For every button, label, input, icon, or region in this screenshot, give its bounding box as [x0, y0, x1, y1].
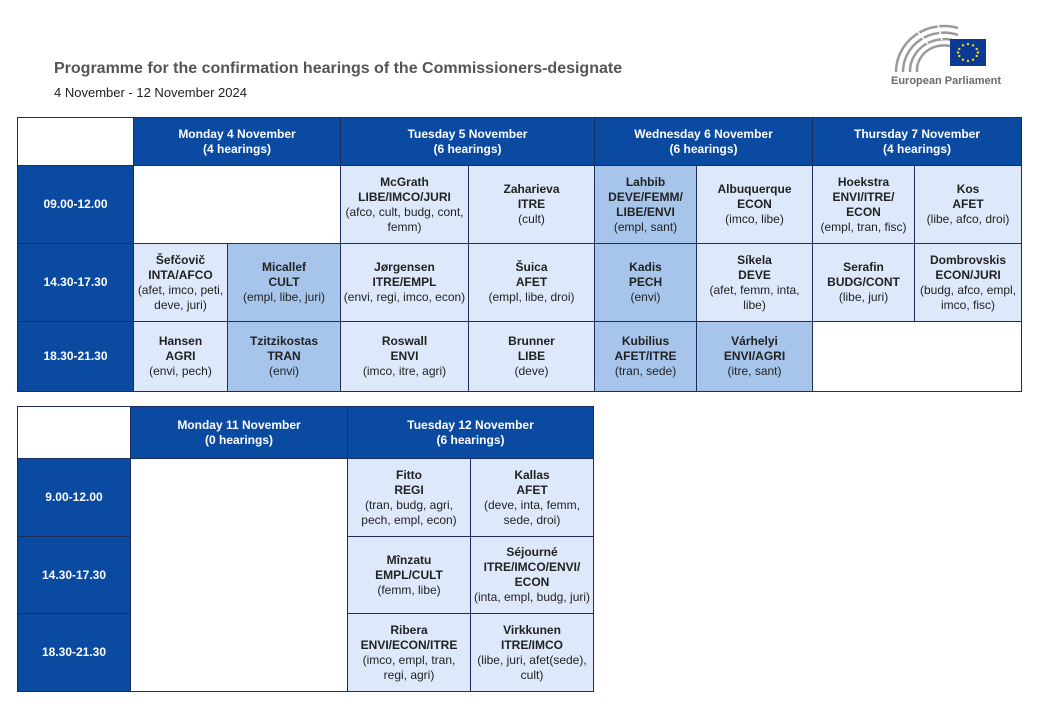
hearing-cell: Virkkunen ITRE/IMCO (libe, juri, afet(sede), cult): [471, 614, 594, 692]
hearing-cell: Hansen AGRI (envi, pech): [134, 322, 228, 392]
hearing-cell: Jørgensen ITRE/EMPL (envi, regi, imco, econ): [341, 244, 469, 322]
hearing-cell: Lahbib DEVE/FEMM/ LIBE/ENVI (empl, sant): [595, 166, 697, 244]
hearing-cell: Serafin BUDG/CONT (libe, juri): [813, 244, 915, 322]
hearing-cell: Roswall ENVI (imco, itre, agri): [341, 322, 469, 392]
hearing-cell: Fitto REGI (tran, budg, agri, pech, empl, econ): [348, 459, 471, 537]
hearing-cell: Ribera ENVI/ECON/ITRE (imco, empl, tran, regi, agri): [348, 614, 471, 692]
day-header: Tuesday 12 November (6 hearings): [348, 407, 594, 459]
hearing-cell: Šefčovič INTA/AFCO (afet, imco, peti, deve, juri): [134, 244, 228, 322]
day-header: Monday 11 November (0 hearings): [131, 407, 348, 459]
hearing-cell: Tzitzikostas TRAN (envi): [228, 322, 341, 392]
empty-slot: [131, 459, 348, 692]
empty-slot: [134, 166, 341, 244]
hearing-cell: Zaharieva ITRE (cult): [469, 166, 595, 244]
page-title: Programme for the confirmation hearings of the Commissioners-designate: [54, 60, 623, 77]
time-slot: 14.30-17.30: [18, 537, 131, 614]
day-header: Thursday 7 November (4 hearings): [813, 118, 1022, 166]
hearing-cell: Séjourné ITRE/IMCO/ENVI/ ECON (inta, empl, budg, juri): [471, 537, 594, 614]
hearing-cell: McGrath LIBE/IMCO/JURI (afco, cult, budg, cont, femm): [341, 166, 469, 244]
corner-cell: [18, 407, 131, 459]
time-slot: 18.30-21.30: [18, 322, 134, 392]
hearing-cell: Albuquerque ECON (imco, libe): [697, 166, 813, 244]
hearing-cell: Kubilius AFET/ITRE (tran, sede): [595, 322, 697, 392]
hearing-cell: Kadis PECH (envi): [595, 244, 697, 322]
week2-schedule-table: [17, 406, 594, 692]
hearing-cell: Kallas AFET (deve, inta, femm, sede, droi): [471, 459, 594, 537]
hearing-cell: Kos AFET (libe, afco, droi): [915, 166, 1022, 244]
time-slot: 9.00-12.00: [18, 459, 131, 537]
logo-label: European Parliament: [891, 75, 1002, 87]
time-slot: 14.30-17.30: [18, 244, 134, 322]
empty-slot: [813, 322, 1022, 392]
day-header: Tuesday 5 November (6 hearings): [341, 118, 595, 166]
page-subtitle: 4 November - 12 November 2024: [54, 85, 247, 100]
corner-cell: [18, 118, 134, 166]
hearing-cell: Šuica AFET (empl, libe, droi): [469, 244, 595, 322]
day-header: Wednesday 6 November (6 hearings): [595, 118, 813, 166]
time-slot: 09.00-12.00: [18, 166, 134, 244]
hearing-cell: Síkela DEVE (afet, femm, inta, libe): [697, 244, 813, 322]
hearing-cell: Dombrovskis ECON/JURI (budg, afco, empl, imco, fisc): [915, 244, 1022, 322]
hearing-cell: Várhelyi ENVI/AGRI (itre, sant): [697, 322, 813, 392]
time-slot: 18.30-21.30: [18, 614, 131, 692]
hearing-cell: Hoekstra ENVI/ITRE/ ECON (empl, tran, fisc): [813, 166, 915, 244]
hearing-cell: Mînzatu EMPL/CULT (femm, libe): [348, 537, 471, 614]
week1-schedule-table: [17, 117, 1022, 392]
hearing-cell: Brunner LIBE (deve): [469, 322, 595, 392]
day-header: Monday 4 November (4 hearings): [134, 118, 341, 166]
hearing-cell: Micallef CULT (empl, libe, juri): [228, 244, 341, 322]
